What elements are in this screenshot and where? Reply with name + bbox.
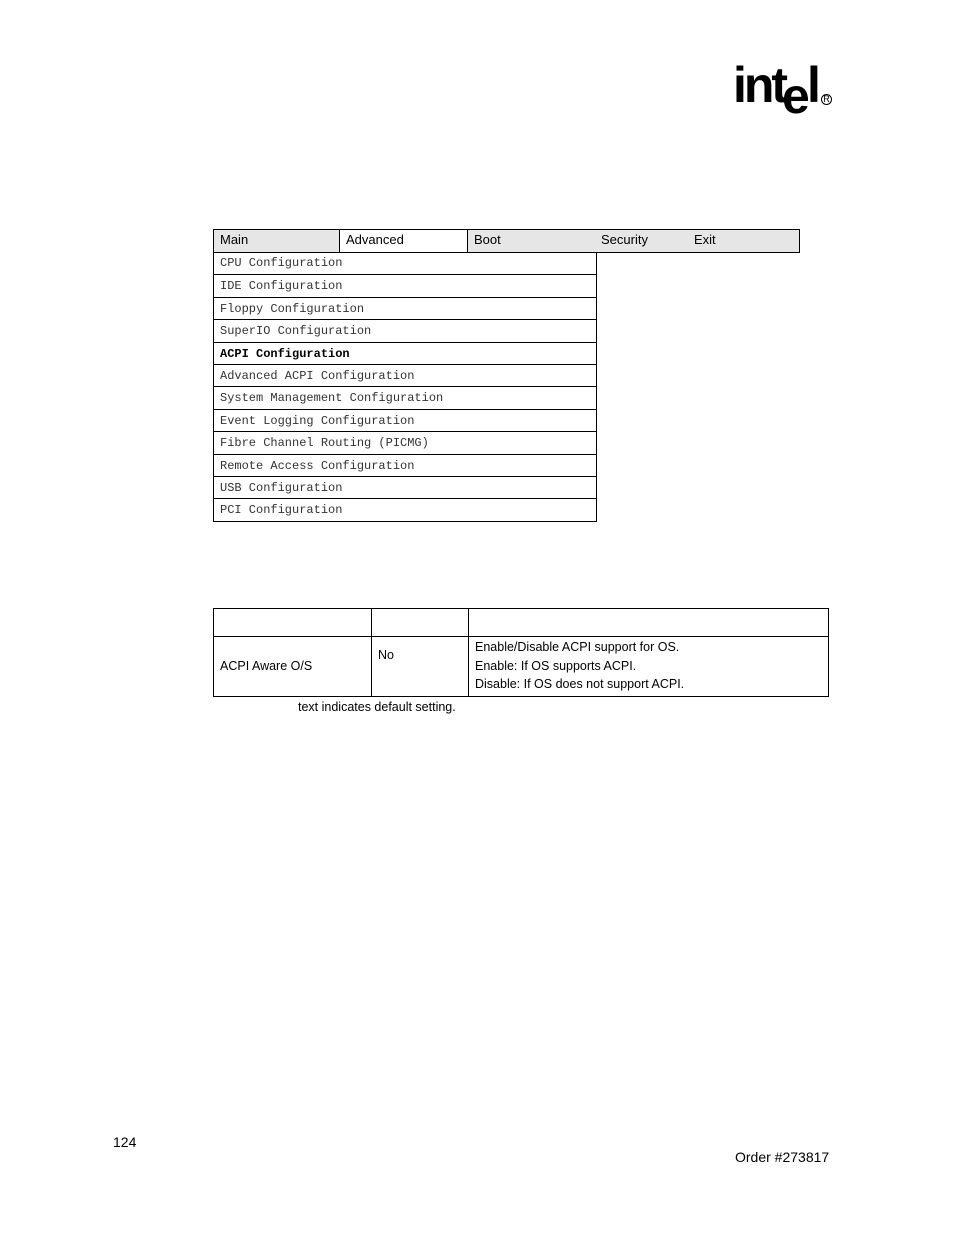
submenu-item-system-management[interactable]: System Management Configuration bbox=[214, 386, 596, 408]
logo-int: int bbox=[733, 57, 786, 113]
submenu-item-advanced-acpi[interactable]: Advanced ACPI Configuration bbox=[214, 364, 596, 386]
footnote: text indicates default setting. bbox=[298, 700, 456, 714]
order-number: Order #273817 bbox=[735, 1149, 830, 1165]
table-header-row bbox=[214, 609, 829, 637]
description-line: Enable/Disable ACPI support for OS. bbox=[475, 640, 680, 654]
tab-advanced[interactable]: Advanced bbox=[340, 230, 468, 252]
header-option bbox=[372, 609, 469, 637]
submenu-item-cpu[interactable]: CPU Configuration bbox=[220, 256, 343, 270]
advanced-submenu bbox=[213, 252, 597, 522]
description-line: Enable: If OS supports ACPI. bbox=[475, 658, 637, 673]
tab-exit[interactable]: Exit bbox=[694, 232, 716, 247]
logo-e: e bbox=[782, 68, 807, 124]
submenu-item-fibre-channel[interactable]: Fibre Channel Routing (PICMG) bbox=[214, 431, 596, 453]
submenu-item-pci[interactable]: PCI Configuration bbox=[214, 498, 596, 520]
setting-description bbox=[469, 637, 829, 697]
settings-table bbox=[213, 608, 829, 697]
submenu-item-superio[interactable]: SuperIO Configuration bbox=[214, 319, 596, 341]
bios-menu-bar bbox=[213, 229, 800, 253]
submenu-item-ide[interactable]: IDE Configuration bbox=[214, 274, 596, 296]
tab-boot[interactable]: Boot bbox=[474, 232, 501, 247]
logo-l: l bbox=[807, 57, 818, 113]
setting-value[interactable]: No bbox=[372, 637, 469, 697]
setting-name: ACPI Aware O/S bbox=[214, 637, 372, 697]
submenu-item-event-logging[interactable]: Event Logging Configuration bbox=[214, 409, 596, 431]
header-help bbox=[469, 609, 829, 637]
registered-mark: R bbox=[821, 94, 832, 105]
page-number: 124 bbox=[113, 1134, 137, 1150]
submenu-item-floppy[interactable]: Floppy Configuration bbox=[214, 297, 596, 319]
tab-security[interactable]: Security bbox=[601, 232, 648, 247]
tab-main[interactable]: Main bbox=[214, 230, 340, 252]
submenu-item-acpi[interactable]: ACPI Configuration bbox=[214, 342, 596, 364]
submenu-item-remote-access[interactable]: Remote Access Configuration bbox=[214, 454, 596, 476]
header-setting bbox=[214, 609, 372, 637]
intel-logo bbox=[733, 57, 833, 124]
description-line: Disable: If OS does not support ACPI. bbox=[475, 677, 685, 691]
table-row bbox=[214, 637, 829, 697]
submenu-item-usb[interactable]: USB Configuration bbox=[214, 476, 596, 498]
